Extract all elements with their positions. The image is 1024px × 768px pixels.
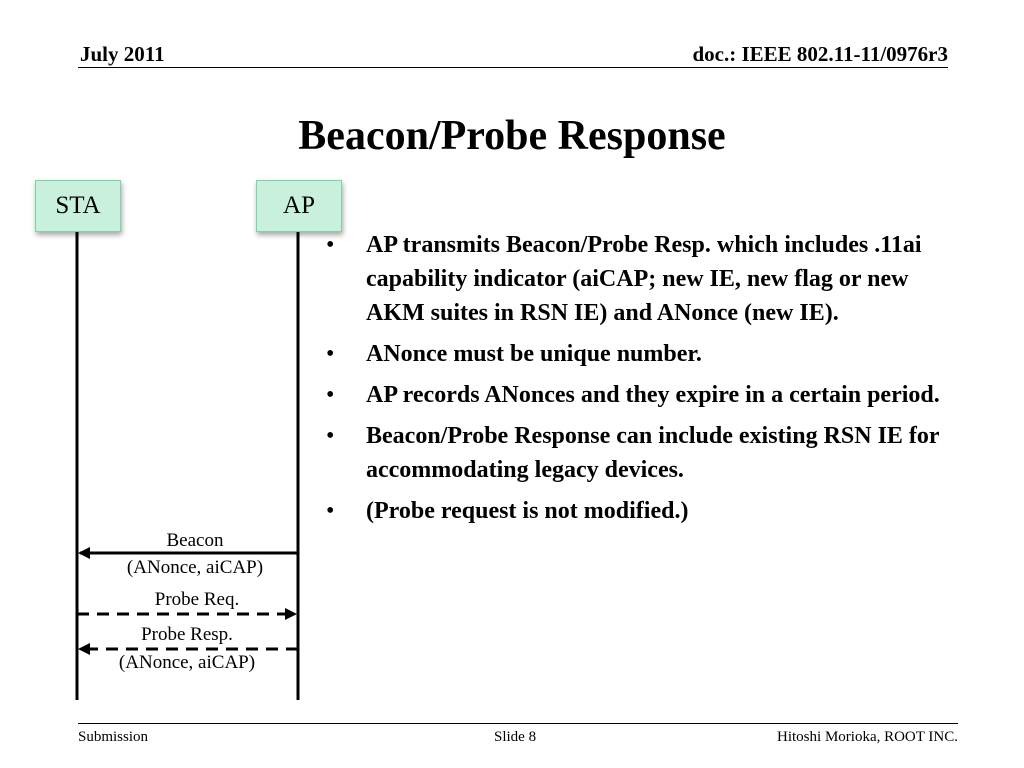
bullet-item: • AP records ANonces and they expire in a certain period. (326, 378, 946, 412)
beacon-label: Beacon (166, 530, 224, 551)
beacon-params-label: (ANonce, aiCAP) (126, 557, 264, 578)
bullet-item: • ANonce must be unique number. (326, 337, 946, 371)
footer-submission: Submission (78, 729, 149, 745)
bullet-item: • AP transmits Beacon/Probe Resp. which includes .11ai capability indicator (aiCAP; new IE, new flag or new AKM suites in RSN IE) and ANonce (new IE). (326, 228, 946, 330)
probe-resp-params-label: (ANonce, aiCAP) (118, 652, 256, 673)
probe-req-label: Probe Req. (154, 589, 240, 610)
footer-divider (78, 723, 958, 724)
ap-node: AP (256, 180, 342, 232)
slide-title: Beacon/Probe Response (298, 113, 726, 159)
bullet-list (326, 228, 946, 535)
sta-node: STA (35, 180, 121, 232)
bullet-item: • (Probe request is not modified.) (326, 494, 946, 528)
header-doc-id: doc.: IEEE 802.11-11/0976r3 (692, 42, 948, 66)
probe-resp-label: Probe Resp. (141, 624, 233, 645)
header-date: July 2011 (80, 42, 165, 66)
slide-number: Slide 8 (494, 729, 537, 745)
bullet-item: • Beacon/Probe Response can include existing RSN IE for accommodating legacy devices. (326, 419, 946, 487)
footer-author: Hitoshi Morioka, ROOT INC. (777, 729, 958, 745)
